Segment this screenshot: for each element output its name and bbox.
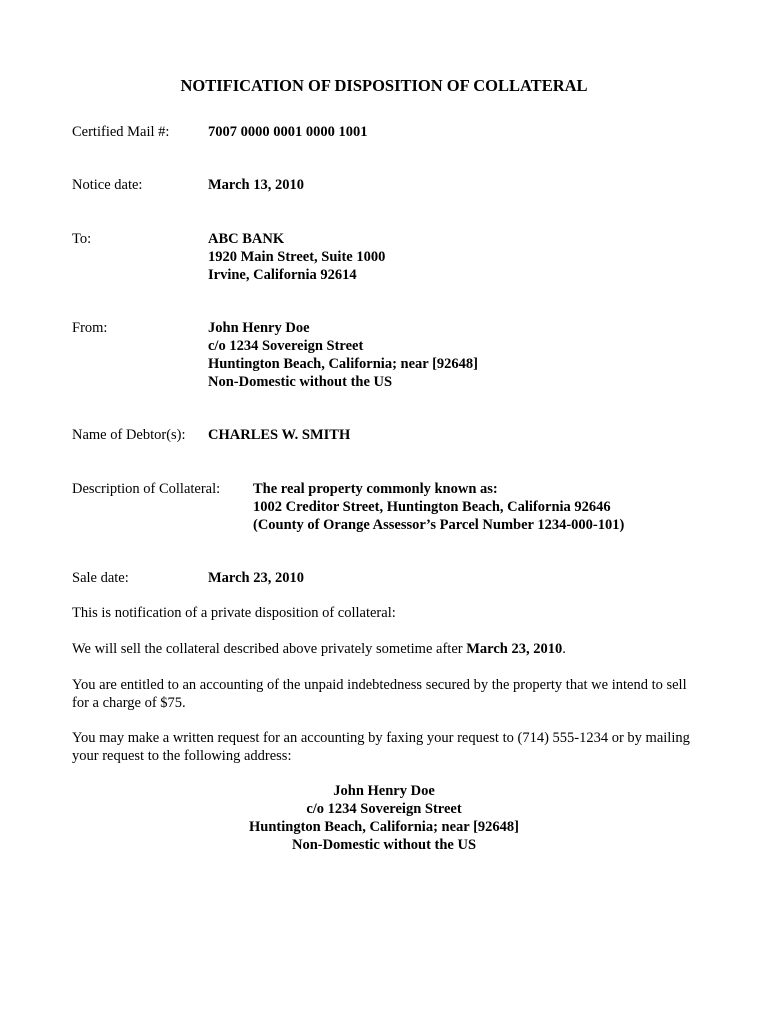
paragraph-sale-timing — [72, 640, 697, 658]
paragraph-notification: This is notification of a private disposition of collateral: — [72, 605, 396, 621]
collateral-line: The real property commonly known as: — [253, 481, 498, 497]
notice-date-value: March 13, 2010 — [208, 177, 304, 193]
paragraph-accounting-entitlement: You are entitled to an accounting of the unpaid indebtedness secured by the property that we intend to sell for a charge of $75. — [72, 677, 687, 711]
document-title: NOTIFICATION OF DISPOSITION OF COLLATERAL — [180, 76, 588, 95]
from-label: From: — [72, 320, 108, 336]
mailing-address-line: Non-Domestic without the US — [291, 837, 477, 853]
paragraph-sale-timing-end: . — [562, 641, 566, 657]
to-address — [208, 230, 385, 284]
mailing-address-line: John Henry Doe — [333, 783, 435, 799]
from-address — [208, 319, 478, 391]
mailing-address — [0, 782, 768, 854]
from-address-line: Huntington Beach, California; near [92648] — [208, 356, 478, 372]
to-address-line: ABC BANK — [208, 231, 285, 247]
mailing-address-line: Huntington Beach, California; near [92648] — [249, 819, 519, 835]
collateral-line: (County of Orange Assessor’s Parcel Number 1234-000-101) — [253, 517, 625, 533]
paragraph-sale-date: March 23, 2010 — [466, 641, 563, 657]
from-address-line: c/o 1234 Sovereign Street — [208, 338, 364, 354]
collateral-label: Description of Collateral: — [72, 481, 221, 497]
collateral-line: 1002 Creditor Street, Huntington Beach, California 92646 — [253, 499, 611, 515]
debtor-label: Name of Debtor(s): — [72, 427, 186, 443]
mailing-address-line: c/o 1234 Sovereign Street — [306, 801, 462, 817]
collateral-description — [253, 480, 624, 534]
notice-date-label: Notice date: — [72, 177, 143, 193]
paragraph-request-instructions: You may make a written request for an accounting by faxing your request to (714) 555-1234 or by mailing your request to the following address: — [72, 730, 690, 764]
certified-mail-value: 7007 0000 0001 0000 1001 — [208, 124, 368, 140]
from-address-line: John Henry Doe — [208, 320, 310, 336]
paragraph-sale-timing-text: We will sell the collateral described above privately sometime after — [72, 641, 467, 657]
from-address-line: Non-Domestic without the US — [208, 374, 393, 390]
to-label: To: — [72, 231, 92, 247]
debtor-value: CHARLES W. SMITH — [208, 427, 351, 443]
certified-mail-label: Certified Mail #: — [72, 124, 170, 140]
sale-date-value: March 23, 2010 — [208, 570, 304, 586]
to-address-line: Irvine, California 92614 — [208, 267, 357, 283]
sale-date-label: Sale date: — [72, 570, 129, 586]
to-address-line: 1920 Main Street, Suite 1000 — [208, 249, 386, 265]
